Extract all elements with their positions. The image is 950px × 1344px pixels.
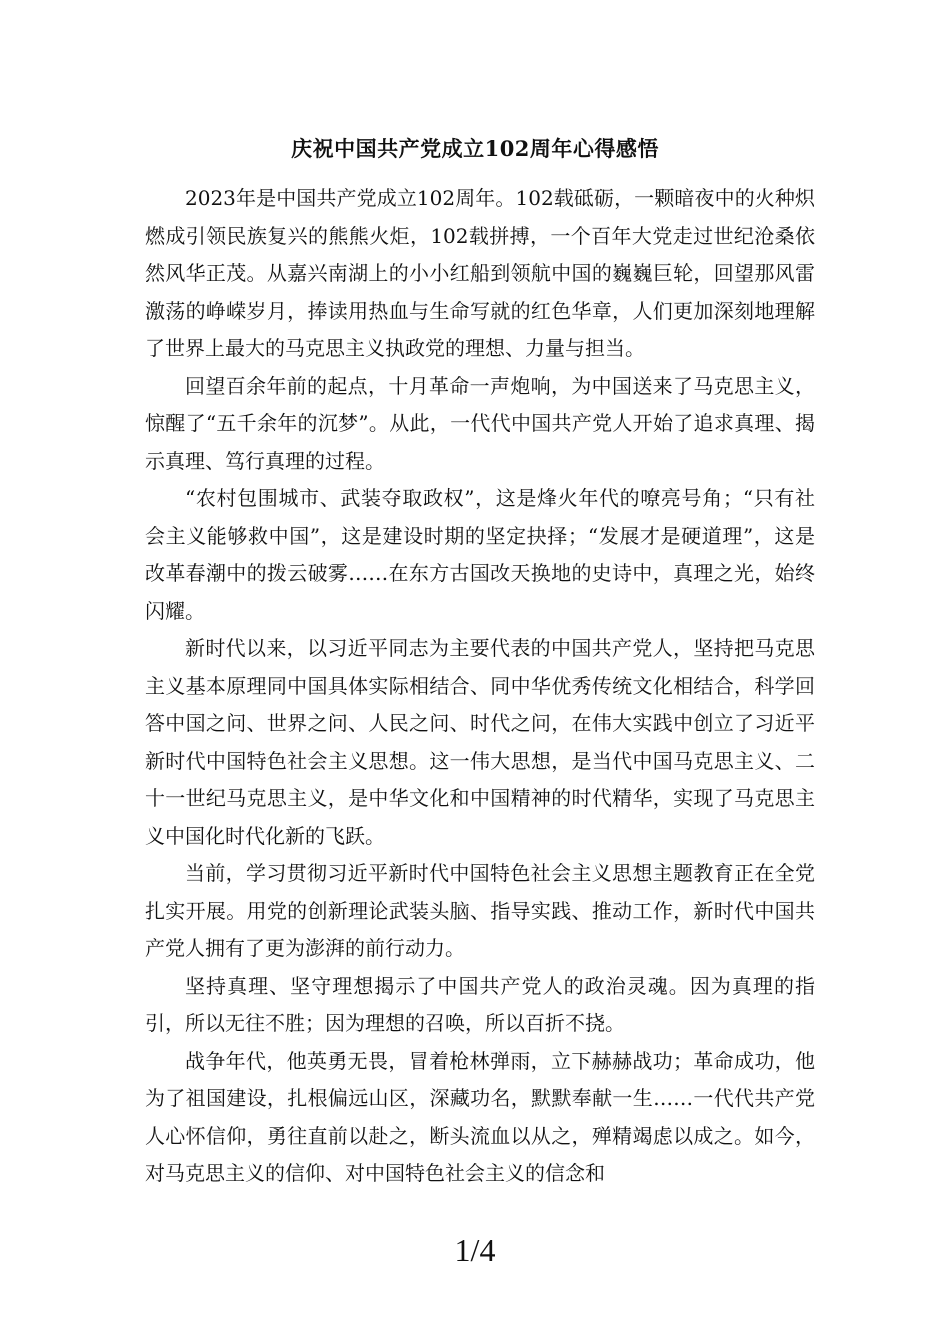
document-body	[145, 180, 815, 1193]
paragraph: 新时代以来，以习近平同志为主要代表的中国共产党人，坚持把马克思主义基本原理同中国具体实际相结合、同中华优秀传统文化相结合，科学回答中国之问、世界之问、人民之问、时代之问，在伟大实践中创立了习近平新时代中国特色社会主义思想。这一伟大思想，是当代中国马克思主义、二十一世纪马克思主义，是中华文化和中国精神的时代精华，实现了马克思主义中国化时代化新的飞跃。	[145, 636, 815, 848]
page-number: 1/4	[454, 1232, 496, 1268]
paragraph: 战争年代，他英勇无畏，冒着枪林弹雨，立下赫赫战功；革命成功，他为了祖国建设，扎根偏远山区，深藏功名，默默奉献一生……一代代共产党人心怀信仰，勇往直前以赴之，断头流血以从之，殚精竭虑以成之。如今，对马克思主义的信仰、对中国特色社会主义的信念和	[145, 1048, 815, 1185]
paragraph: 2023年是中国共产党成立102周年。102载砥砺，一颗暗夜中的火种炽燃成引领民族复兴的熊熊火炬，102载拼搏，一个百年大党走过世纪沧桑依然风华正茂。从嘉兴南湖上的小小红船到领航中国的巍巍巨轮，回望那风雷激荡的峥嵘岁月，捧读用热血与生命写就的红色华章，人们更加深刻地理解了世界上最大的马克思主义执政党的理想、力量与担当。	[145, 186, 815, 360]
paragraph: 坚持真理、坚守理想揭示了中国共产党人的政治灵魂。因为真理的指引，所以无往不胜；因为理想的召唤，所以百折不挠。	[145, 973, 815, 1035]
document-title: 庆祝中国共产党成立102周年心得感悟	[291, 136, 659, 161]
paragraph: 回望百余年前的起点，十月革命一声炮响，为中国送来了马克思主义，惊醒了“五千余年的沉梦”。从此，一代代中国共产党人开始了追求真理、揭示真理、笃行真理的过程。	[145, 373, 815, 473]
paragraph: “农村包围城市、武装夺取政权”，这是烽火年代的嘹亮号角；“只有社会主义能够救中国”，这是建设时期的坚定抉择；“发展才是硬道理”，这是改革春潮中的拨云破雾……在东方古国改天换地的史诗中，真理之光，始终闪耀。	[145, 486, 815, 623]
paragraph: 当前，学习贯彻习近平新时代中国特色社会主义思想主题教育正在全党扎实开展。用党的创新理论武装头脑、指导实践、推动工作，新时代中国共产党人拥有了更为澎湃的前行动力。	[145, 861, 815, 960]
